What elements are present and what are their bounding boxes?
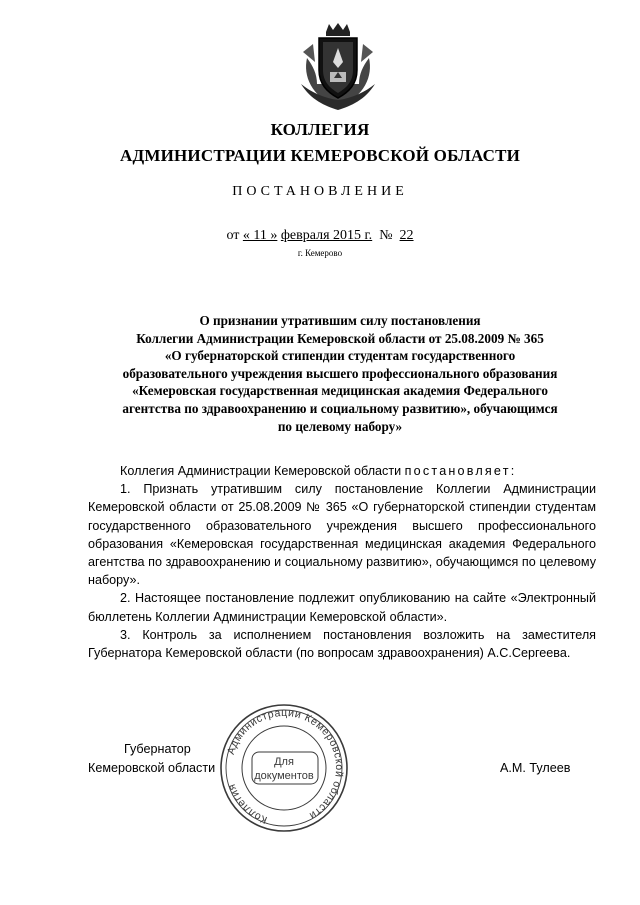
title-line: образовательного учреждения высшего профессионального образования (122, 365, 558, 381)
stamp-center-line2: документов (254, 770, 314, 782)
org-name-line1: КОЛЛЕГИЯ (270, 120, 370, 139)
clause-3: 3. Контроль за исполнением постановления возложить на заместителя Губернатора Кемеровской области (по вопросам здравоохранения) А.С.Сергеева. (88, 627, 596, 661)
date-prefix: от (226, 228, 240, 243)
signatory-position-line2: Кемеровской области (88, 761, 216, 775)
title-line: по целевому набору» (277, 418, 403, 434)
org-name-line2: АДМИНИСТРАЦИИ КЕМЕРОВСКОЙ ОБЛАСТИ (119, 146, 521, 165)
signatory-name: А.М. Тулеев (500, 761, 571, 775)
document-body (88, 462, 596, 662)
date-month-year: февраля 2015 г. (280, 228, 373, 243)
stamp-center-line1: Для (274, 756, 294, 768)
preamble-text: Коллегия Администрации Кемеровской области (120, 464, 402, 478)
title-line: «Кемеровская государственная медицинская академия Федерального (132, 383, 548, 399)
document-type: ПОСТАНОВЛЕНИЕ (232, 184, 408, 199)
document-title (84, 312, 596, 435)
clause-1: 1. Признать утратившим силу постановление Коллегии Администрации Кемеровской области от 25.08.2009 № 365 «О губернаторской стипендии студентам государственного образовательного учреждения высшего профессионального образования «Кемеровская государственная медицинская академия Федерального агентства по здравоохранению и социальному развитию», обучающимся по целевому набору». (88, 482, 596, 588)
city-label: г. Кемерово (297, 248, 343, 258)
title-line: агентства по здравоохранению и социальному развитию», обучающимся (122, 400, 558, 416)
signatory-position-line1: Губернатор (124, 742, 191, 756)
title-line: О признании утратившим силу постановления (199, 313, 481, 328)
clause-2: 2. Настоящее постановление подлежит опубликованию на сайте «Электронный бюллетень Коллегии Администрации Кемеровской области». (88, 591, 596, 624)
number-sign: № (379, 228, 393, 243)
stamp-ring-text-bottom: Коллегия (225, 781, 270, 826)
title-line: «О губернаторской стипендии студентам государственного (164, 348, 516, 364)
stamp-ring-text: Администрации Кемеровской области (224, 706, 346, 822)
kemerovo-coat-of-arms-icon (293, 22, 383, 112)
title-line: Коллегии Администрации Кемеровской области от 25.08.2009 № 365 (136, 330, 544, 346)
document-number: 22 (399, 228, 414, 243)
date-day: « 11 » (242, 228, 278, 243)
preamble-verb: постановляет: (404, 464, 517, 478)
official-stamp (218, 702, 350, 834)
date-line (0, 228, 640, 244)
preamble (88, 462, 596, 480)
